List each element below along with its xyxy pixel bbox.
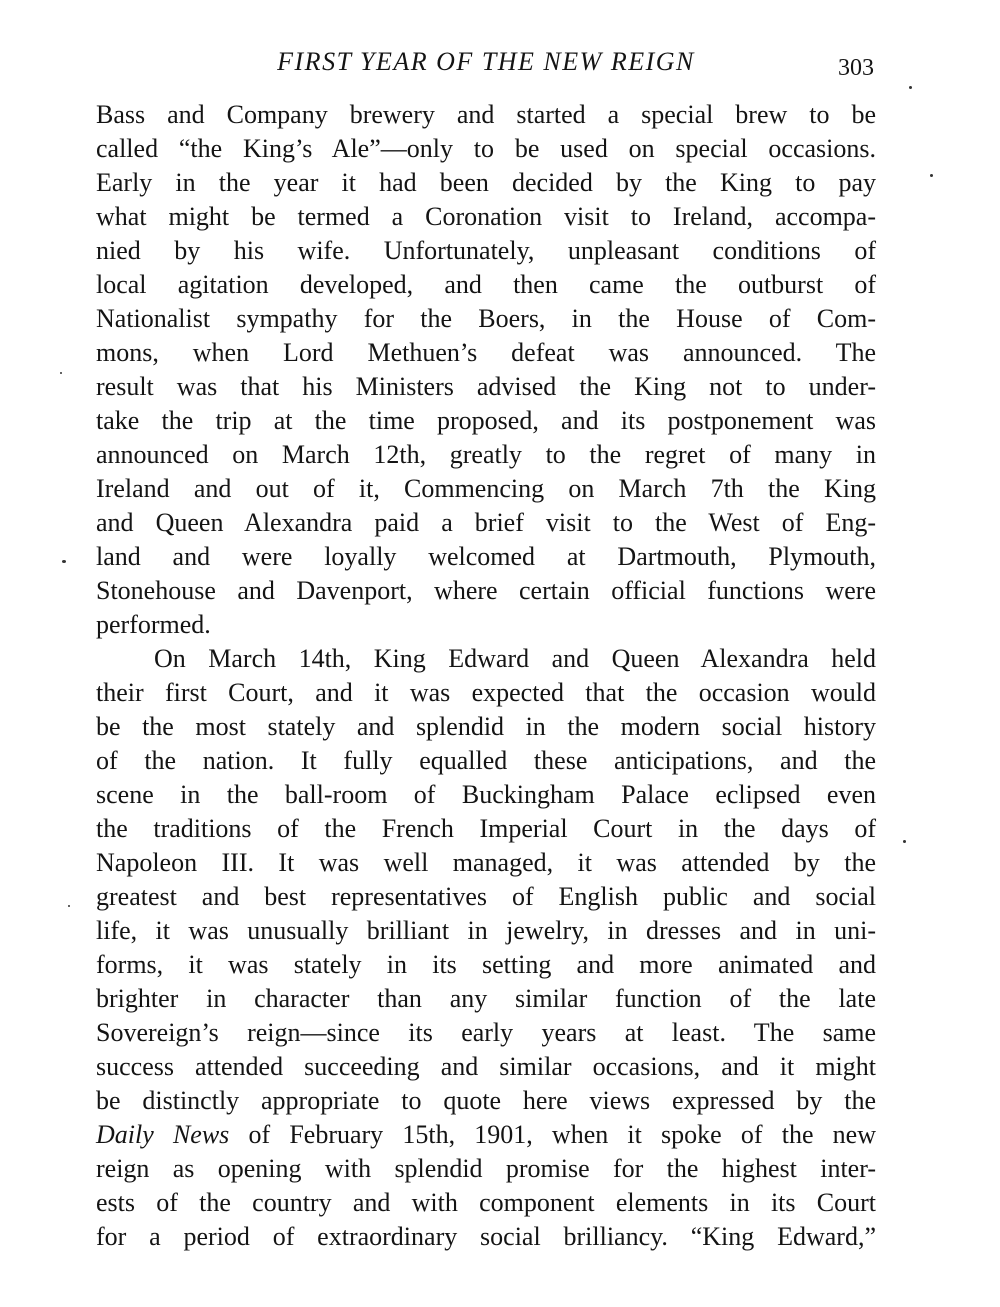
text-line-rest: of February 15th, 1901, when it spoke of the new [229,1120,876,1149]
scan-speck [68,905,70,907]
text-line: land and were loyally welcomed at Dartmouth, Plymouth, [96,542,876,571]
text-line: result was that his Ministers advised the King not to under- [96,372,876,401]
text-line: the traditions of the French Imperial Court in the days of [96,814,876,843]
text-line: be distinctly appropriate to quote here views expressed by the [96,1086,876,1115]
text-line: Ireland and out of it, Commencing on March 7th the King [96,474,876,503]
text-line: brighter in character than any similar function of the late [96,984,876,1013]
text-line: On March 14th, King Edward and Queen Alexandra held [154,644,876,673]
text-line: Stonehouse and Davenport, where certain official functions were [96,576,876,605]
text-line: Bass and Company brewery and started a special brew to be [96,100,876,129]
text-line: mons, when Lord Methuen’s defeat was announced. The [96,338,876,367]
scan-speck [930,174,933,177]
text-line: life, it was unusually brilliant in jewelry, in dresses and in uni- [96,916,876,945]
page-number: 303 [838,55,874,81]
text-line: forms, it was stately in its setting and more animated and [96,950,876,979]
text-line: local agitation developed, and then came the outburst of [96,270,876,299]
text-line: performed. [96,610,211,639]
paragraph [96,642,876,1254]
text-line: announced on March 12th, greatly to the regret of many in [96,440,876,469]
text-line: take the trip at the time proposed, and its postponement was [96,406,876,435]
scan-speck [62,560,66,563]
text-line: Napoleon III. It was well managed, it was attended by the [96,848,876,877]
newspaper-title: Daily News [96,1120,230,1149]
text-line: called “the King’s Ale”—only to be used on special occasions. [96,134,876,163]
page-header [96,42,876,82]
text-line: and Queen Alexandra paid a brief visit to the West of Eng- [96,508,876,537]
running-title: FIRST YEAR OF THE NEW REIGN [277,47,695,76]
text-line: nied by his wife. Unfortunately, unpleasant conditions of [96,236,876,265]
text-line: Nationalist sympathy for the Boers, in the House of Com- [96,304,876,333]
text-line: Sovereign’s reign—since its early years at least. The same [96,1018,876,1047]
text-line: ests of the country and with component elements in its Court [96,1188,876,1217]
text-line: success attended succeeding and similar occasions, and it might [96,1052,876,1081]
text-line: what might be termed a Coronation visit to Ireland, accompa- [96,202,876,231]
scan-speck [909,86,912,89]
text-line: Early in the year it had been decided by the King to pay [96,168,876,197]
text-line: of the nation. It fully equalled these anticipations, and the [96,746,876,775]
text-line: scene in the ball-room of Buckingham Palace eclipsed even [96,780,876,809]
text-line: greatest and best representatives of English public and social [96,882,876,911]
text-line: reign as opening with splendid promise for the highest inter- [96,1154,876,1183]
text-line: for a period of extraordinary social brilliancy. “King Edward,” [96,1222,876,1251]
body-text [96,98,876,1254]
scan-speck [60,372,62,374]
text-line [96,1118,876,1152]
text-line: their first Court, and it was expected that the occasion would [96,678,876,707]
paragraph [96,98,876,642]
scan-speck [903,840,906,843]
text-line: be the most stately and splendid in the modern social history [96,712,876,741]
